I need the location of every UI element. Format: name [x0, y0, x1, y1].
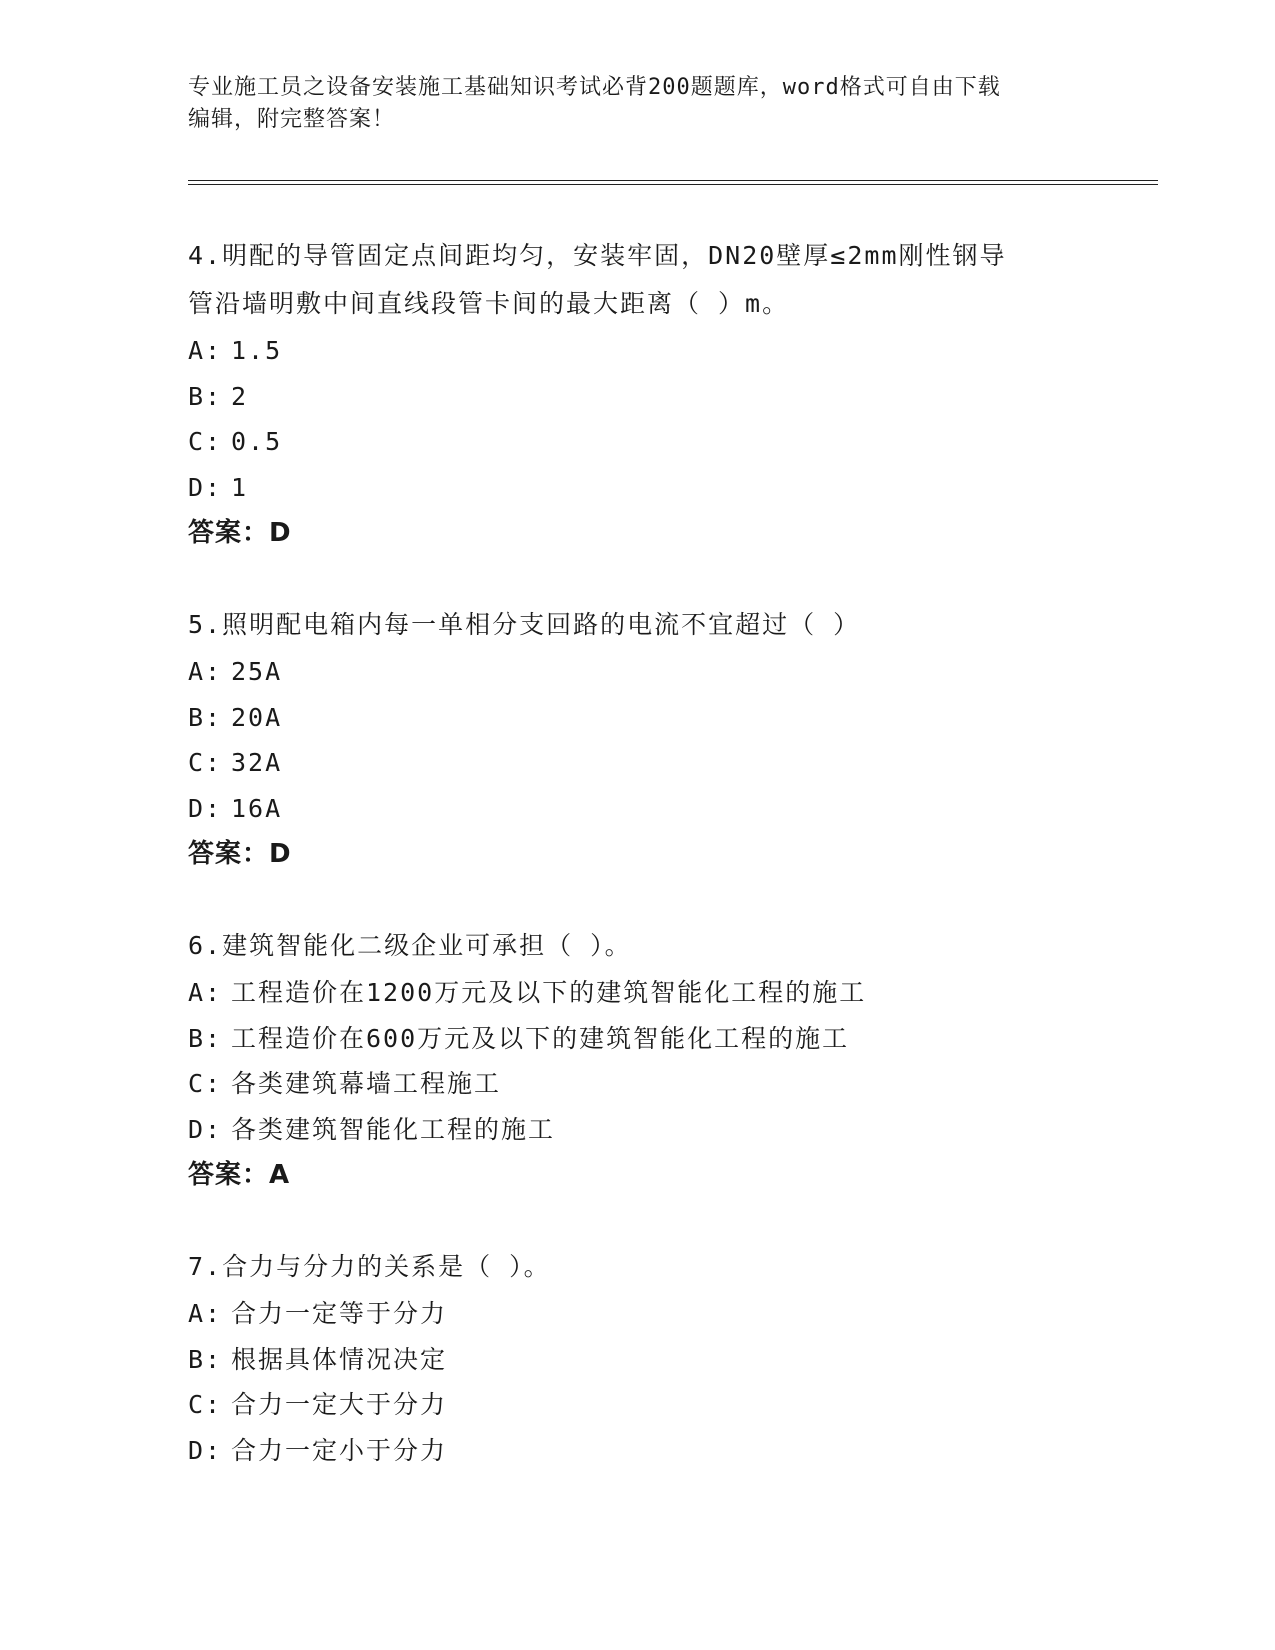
question-5-option-b	[188, 695, 1108, 741]
option-text: 各类建筑幕墙工程施工	[231, 1069, 502, 1098]
question-6-option-d	[188, 1107, 1108, 1153]
option-letter: B:	[188, 1344, 223, 1374]
option-letter: B:	[188, 381, 223, 411]
option-letter: A:	[188, 978, 223, 1007]
question-4-stem-line-2: 管沿墙明敷中间直线段管卡间的最大距离（ ）m。	[188, 289, 790, 318]
option-text: 25A	[231, 657, 283, 686]
option-text: 工程造价在600万元及以下的建筑智能化工程的施工	[231, 1023, 850, 1053]
question-4-answer: 答案：D	[188, 518, 292, 548]
option-text: 1	[231, 472, 249, 502]
option-letter: C:	[188, 1069, 223, 1098]
question-7-option-d	[188, 1428, 1108, 1474]
option-letter: A:	[188, 1299, 223, 1328]
option-letter: A:	[188, 657, 223, 686]
option-text: 根据具体情况决定	[231, 1344, 448, 1374]
question-6	[188, 922, 1108, 1198]
question-4	[188, 232, 1108, 556]
question-7-stem: 7.合力与分力的关系是（ ）。	[188, 1252, 551, 1281]
option-letter: D:	[188, 472, 223, 502]
option-text: 合力一定大于分力	[231, 1390, 448, 1419]
option-text: 1.5	[231, 336, 283, 365]
question-5-option-d	[188, 786, 1108, 832]
question-5-option-c	[188, 740, 1108, 786]
option-letter: C:	[188, 427, 223, 456]
option-text: 合力一定小于分力	[231, 1435, 448, 1465]
question-list	[188, 232, 1108, 1518]
question-5	[188, 601, 1108, 877]
question-4-option-a	[188, 328, 1108, 374]
question-4-option-b	[188, 374, 1108, 420]
option-text: 各类建筑智能化工程的施工	[231, 1114, 556, 1144]
option-text: 16A	[231, 793, 283, 823]
question-6-answer: 答案：A	[188, 1160, 291, 1190]
option-text: 20A	[231, 702, 283, 732]
option-letter: D:	[188, 793, 223, 823]
option-letter: A:	[188, 336, 223, 365]
question-5-option-a	[188, 649, 1108, 695]
option-text: 32A	[231, 748, 283, 777]
header-title-line-2: 编辑，附完整答案！	[188, 107, 396, 132]
question-6-option-c	[188, 1061, 1108, 1107]
option-letter: D:	[188, 1435, 223, 1465]
question-7-option-a	[188, 1291, 1108, 1337]
option-letter: D:	[188, 1114, 223, 1144]
question-7	[188, 1243, 1108, 1473]
question-4-option-c	[188, 419, 1108, 465]
question-5-answer: 答案：D	[188, 839, 292, 869]
question-7-option-c	[188, 1382, 1108, 1428]
option-text: 0.5	[231, 427, 283, 456]
option-letter: B:	[188, 702, 223, 732]
option-letter: C:	[188, 748, 223, 777]
question-6-stem: 6.建筑智能化二级企业可承担（ ）。	[188, 931, 632, 960]
option-text: 合力一定等于分力	[231, 1299, 448, 1328]
header-title-line-1: 专业施工员之设备安装施工基础知识考试必背200题题库，word格式可自由下载	[188, 75, 1001, 100]
question-6-option-b	[188, 1016, 1108, 1062]
option-text: 工程造价在1200万元及以下的建筑智能化工程的施工	[231, 978, 867, 1007]
question-4-stem-line-1: 4.明配的导管固定点间距均匀，安装牢固，DN20壁厚≤2mm刚性钢导	[188, 241, 1007, 270]
question-6-option-a	[188, 970, 1108, 1016]
question-7-option-b	[188, 1337, 1108, 1383]
option-text: 2	[231, 381, 249, 411]
document-header	[188, 72, 1068, 136]
option-letter: B:	[188, 1023, 223, 1053]
option-letter: C:	[188, 1390, 223, 1419]
question-4-option-d	[188, 465, 1108, 511]
header-double-rule	[188, 180, 1158, 185]
question-5-stem: 5.照明配电箱内每一单相分支回路的电流不宜超过（ ）	[188, 610, 861, 639]
